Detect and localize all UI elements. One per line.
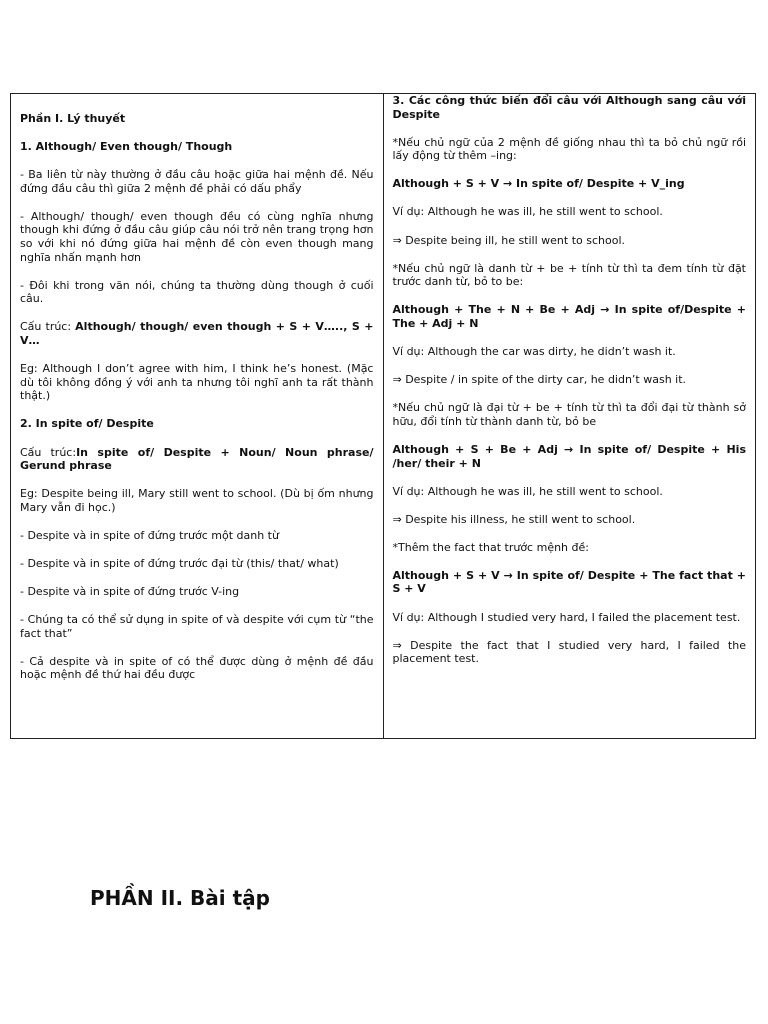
s2-example: Eg: Despite being ill, Mary still went to school. (Dù bị ốm nhưng Mary vẫn đi học.)	[20, 487, 374, 514]
s2-paragraph-5: - Cả despite và in spite of có thể được dùng ở mệnh đề đầu hoặc mệnh đề thứ hai đều được	[20, 654, 374, 682]
s2-paragraph-4: - Chúng ta có thể sử dụng in spite of và despite với cụm từ “the fact that”	[20, 613, 374, 640]
section-1-heading: 1. Although/ Even though/ Though	[20, 140, 233, 154]
rule-4-example: Ví dụ: Although I studied very hard, I failed the placement test.	[392, 610, 741, 624]
rule-3-note: *Nếu chủ ngữ là đại từ + be + tính từ thì ta đổi đại từ thành sở hữu, đổi tính từ thành danh từ, bỏ be	[392, 401, 746, 428]
rule-3-example: Ví dụ: Although he was ill, he still went to school.	[392, 484, 663, 498]
rule-2-note: *Nếu chủ ngữ là danh từ + be + tính từ thì ta đem tính từ đặt trước danh từ, bỏ to be:	[392, 261, 746, 289]
s1-paragraph-2: - Although/ though/ even though đều có cùng nghĩa nhưng though khi đứng ở đầu câu giúp câu nói trở nên trang trọng hơn so với khi nó đứng giữa hai mệnh đề còn even though mang nghĩa nhấn mạnh hơn	[20, 209, 374, 264]
theory-table	[10, 93, 756, 739]
theory-left-column	[11, 94, 384, 738]
s2-paragraph-2: - Despite và in spite of đứng trước đại từ (this/ that/ what)	[20, 556, 339, 570]
rule-1-note: *Nếu chủ ngữ của 2 mệnh đề giống nhau thì ta bỏ chủ ngữ rồi lấy động từ thêm –ing:	[392, 135, 746, 163]
section-3-heading: 3. Các công thức biến đổi câu với Although sang câu với Despite	[392, 94, 746, 121]
s1-example: Eg: Although I don’t agree with him, I think he’s honest. (Mặc dù tôi không đồng ý với anh ta nhưng tôi nghĩ anh ta rất thành thật.)	[20, 362, 374, 403]
rule-2-example: Ví dụ: Although the car was dirty, he didn’t wash it.	[392, 345, 676, 359]
rule-4-result: ⇒ Despite the fact that I studied very hard, I failed the placement test.	[392, 638, 746, 666]
rule-1-formula: Although + S + V → In spite of/ Despite + V_ing	[392, 177, 685, 191]
s2-structure	[20, 446, 374, 473]
s1-paragraph-3: - Đôi khi trong văn nói, chúng ta thường dùng though ở cuối câu.	[20, 278, 374, 306]
s1-paragraph-1: - Ba liên từ này thường ở đầu câu hoặc giữa hai mệnh đề. Nếu đứng đầu câu thì giữa 2 mệnh đề phải có dấu phẩy	[20, 168, 374, 195]
rule-4-note: *Thêm the fact that trước mệnh đề:	[392, 540, 589, 554]
rule-2-formula: Although + The + N + Be + Adj → In spite of/Despite + The + Adj + N	[392, 303, 746, 330]
part-title: Phần I. Lý thuyết	[20, 112, 126, 125]
rule-1-result: ⇒ Despite being ill, he still went to school.	[392, 233, 626, 247]
rule-3-formula: Although + S + Be + Adj → In spite of/ Despite + His /her/ their + N	[392, 442, 746, 470]
s2-structure-formula: In spite of/ Despite + Noun/ Noun phrase/ Gerund phrase	[20, 445, 374, 473]
s1-structure	[20, 320, 374, 347]
rule-4-formula: Although + S + V → In spite of/ Despite + The fact that + S + V	[392, 568, 746, 596]
s2-paragraph-1: - Despite và in spite of đứng trước một danh từ	[20, 528, 279, 542]
part-2-title: PHẦN II. Bài tập	[90, 886, 270, 910]
s1-structure-label: Cấu trúc:	[20, 320, 76, 334]
rule-1-example: Ví dụ: Although he was ill, he still went to school.	[392, 205, 663, 219]
section-2-heading: 2. In spite of/ Despite	[20, 417, 154, 431]
s1-structure-formula: Although/ though/ even though + S + V….., S + V…	[20, 320, 374, 348]
theory-right-column	[384, 94, 756, 738]
s2-structure-label: Cấu trúc:	[20, 445, 77, 459]
s2-paragraph-3: - Despite và in spite of đứng trước V-ing	[20, 585, 240, 599]
rule-2-result: ⇒ Despite / in spite of the dirty car, he didn’t wash it.	[392, 373, 687, 387]
rule-3-result: ⇒ Despite his illness, he still went to school.	[392, 512, 636, 526]
